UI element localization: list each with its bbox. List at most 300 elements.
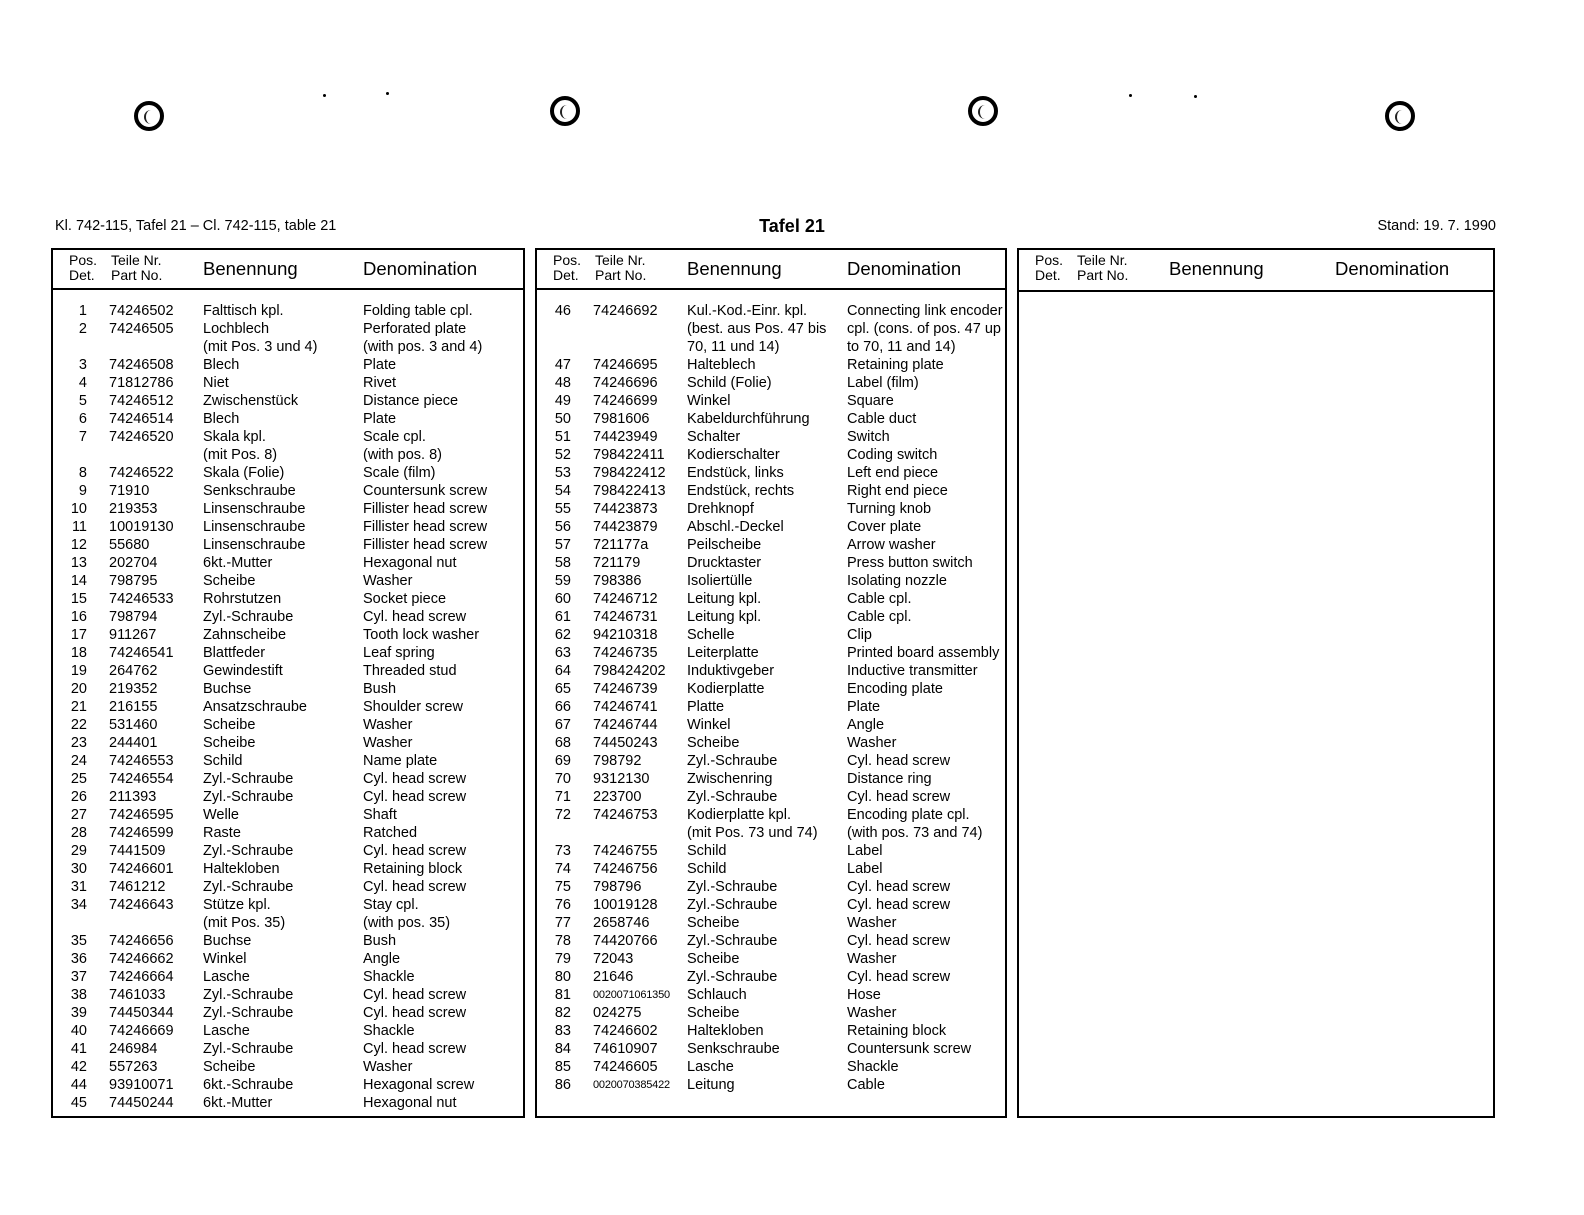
pos-cell: 46 xyxy=(554,303,571,319)
benennung-cell: Peilscheibe xyxy=(687,537,762,553)
pos-cell: 6 xyxy=(78,411,87,427)
part-no-cell: 74246756 xyxy=(593,861,658,877)
benennung-cell: (mit Pos. 8) xyxy=(203,447,278,463)
part-no-cell: 21646 xyxy=(593,969,634,985)
part-no-cell: 798796 xyxy=(593,879,642,895)
pos-cell: 48 xyxy=(554,375,571,391)
part-no-cell: 74423873 xyxy=(593,501,658,517)
table-row xyxy=(53,1004,523,1022)
table-row xyxy=(53,518,523,536)
denomination-cell: Cyl. head screw xyxy=(363,1005,467,1021)
pos-cell: 77 xyxy=(554,915,571,931)
benennung-cell: Rohrstutzen xyxy=(203,591,282,607)
benennung-cell: Ansatzschraube xyxy=(203,699,307,715)
table-row xyxy=(53,464,523,482)
denomination-cell: Cable xyxy=(847,1077,885,1093)
denomination-cell: Encoding plate xyxy=(847,681,943,697)
table-row xyxy=(537,1004,1005,1022)
pos-cell: 57 xyxy=(554,537,571,553)
table-row xyxy=(537,1022,1005,1040)
benennung-cell: Lasche xyxy=(203,969,250,985)
pos-cell: 3 xyxy=(78,357,87,373)
benennung-cell: Falttisch kpl. xyxy=(203,303,284,319)
denomination-header: Denomination xyxy=(847,258,962,279)
denomination-cell: Turning knob xyxy=(847,501,932,517)
benennung-cell: Zyl.-Schraube xyxy=(203,843,294,859)
denomination-cell: Left end piece xyxy=(847,465,939,481)
part-no-label: Part No. xyxy=(1077,267,1129,283)
denomination-cell: Countersunk screw xyxy=(847,1041,972,1057)
benennung-cell: Schild xyxy=(687,843,727,859)
part-no-cell: 74420766 xyxy=(593,933,658,949)
det-label: Det. xyxy=(553,267,579,283)
pos-cell: 39 xyxy=(70,1005,87,1021)
det-label: Det. xyxy=(1035,267,1061,283)
table-row xyxy=(537,356,1005,374)
part-no-cell: 264762 xyxy=(109,663,158,679)
pos-cell: 27 xyxy=(70,807,87,823)
benennung-cell: Blattfeder xyxy=(203,645,266,661)
denomination-cell: Label (film) xyxy=(847,375,919,391)
pos-cell: 11 xyxy=(71,519,87,535)
pos-cell: 7 xyxy=(78,429,87,445)
benennung-cell: 6kt.-Mutter xyxy=(203,1095,273,1111)
table-row xyxy=(537,320,1005,338)
pos-cell: 14 xyxy=(70,573,87,589)
benennung-cell: Zyl.-Schraube xyxy=(687,789,778,805)
pos-cell: 56 xyxy=(554,519,571,535)
pos-cell: 50 xyxy=(554,411,571,427)
benennung-cell: Skala kpl. xyxy=(203,429,266,445)
benennung-cell: Linsenschraube xyxy=(203,501,306,517)
benennung-cell: Isoliertülle xyxy=(687,573,753,589)
denomination-cell: Cyl. head screw xyxy=(847,897,951,913)
table-row xyxy=(53,392,523,410)
pos-cell: 44 xyxy=(70,1077,87,1093)
denomination-cell: Washer xyxy=(847,735,897,751)
pos-cell: 69 xyxy=(554,753,571,769)
benennung-cell: Halteblech xyxy=(687,357,756,373)
table-row xyxy=(53,914,523,932)
pos-cell: 85 xyxy=(554,1059,571,1075)
part-no-cell: 74246602 xyxy=(593,1023,658,1039)
table-row xyxy=(537,536,1005,554)
table-row xyxy=(537,428,1005,446)
part-no-cell: 74246696 xyxy=(593,375,658,391)
part-no-cell: 74246739 xyxy=(593,681,658,697)
table-row xyxy=(53,410,523,428)
page-subtitle: Kl. 742-115, Tafel 21 – Cl. 742-115, table 21 xyxy=(55,218,337,234)
pos-cell: 8 xyxy=(78,465,87,481)
table-row xyxy=(53,788,523,806)
denomination-cell: (with pos. 35) xyxy=(363,915,451,931)
table-row xyxy=(537,1076,1005,1094)
part-no-cell: 798422412 xyxy=(593,465,666,481)
benennung-cell: Blech xyxy=(203,411,240,427)
table-row xyxy=(53,824,523,842)
table-row xyxy=(537,950,1005,968)
table-row xyxy=(537,860,1005,878)
denomination-cell: Inductive transmitter xyxy=(847,663,978,679)
teile-nr-label: Teile Nr. xyxy=(111,252,162,268)
benennung-cell: Gewindestift xyxy=(203,663,283,679)
part-no-cell: 557263 xyxy=(109,1059,158,1075)
denomination-cell: Shackle xyxy=(363,969,415,985)
table-row xyxy=(53,446,523,464)
table-row xyxy=(537,446,1005,464)
pos-cell: 22 xyxy=(70,717,87,733)
pos-cell: 74 xyxy=(554,861,571,877)
denomination-cell: Socket piece xyxy=(363,591,447,607)
denomination-cell: Plate xyxy=(847,699,881,715)
table-row xyxy=(537,572,1005,590)
denomination-cell: Hexagonal screw xyxy=(363,1077,475,1093)
pos-cell: 81 xyxy=(554,987,571,1003)
benennung-cell: Scheibe xyxy=(203,573,256,589)
pos-cell: 45 xyxy=(70,1095,87,1111)
table-row xyxy=(537,968,1005,986)
pos-cell: 66 xyxy=(554,699,571,715)
part-no-cell: 74450244 xyxy=(109,1095,174,1111)
pos-cell: 35 xyxy=(70,933,87,949)
table-row xyxy=(537,662,1005,680)
denomination-cell: Label xyxy=(847,843,883,859)
table-row xyxy=(53,734,523,752)
table-row xyxy=(537,986,1005,1004)
benennung-cell: Zwischenring xyxy=(687,771,773,787)
benennung-cell: Zahnscheibe xyxy=(203,627,287,643)
table-row xyxy=(53,572,523,590)
part-no-header xyxy=(111,253,162,283)
pos-cell: 31 xyxy=(70,879,87,895)
parts-table-1 xyxy=(51,248,525,1118)
pos-cell: 29 xyxy=(70,843,87,859)
table-header xyxy=(537,250,1005,290)
table-row xyxy=(53,896,523,914)
denomination-cell: Cyl. head screw xyxy=(363,879,467,895)
pos-cell: 20 xyxy=(70,681,87,697)
table-row xyxy=(537,644,1005,662)
benennung-cell: Haltekloben xyxy=(203,861,280,877)
pos-cell: 59 xyxy=(554,573,571,589)
part-no-cell: 531460 xyxy=(109,717,158,733)
part-no-cell: 74246605 xyxy=(593,1059,658,1075)
benennung-cell: Zyl.-Schraube xyxy=(203,1005,294,1021)
benennung-cell: Platte xyxy=(687,699,725,715)
part-no-cell: 0020071061350 xyxy=(593,989,670,1001)
benennung-cell: Schild (Folie) xyxy=(687,375,772,391)
denomination-cell: Square xyxy=(847,393,894,409)
denomination-cell: Cyl. head screw xyxy=(847,753,951,769)
part-no-cell: 798422411 xyxy=(593,447,665,463)
pos-cell: 42 xyxy=(70,1059,87,1075)
pos-cell: 41 xyxy=(70,1041,87,1057)
table-row xyxy=(537,608,1005,626)
part-no-cell: 244401 xyxy=(109,735,158,751)
benennung-cell: Schelle xyxy=(687,627,735,643)
table-header xyxy=(53,250,523,290)
pos-cell: 47 xyxy=(554,357,571,373)
table-row xyxy=(537,590,1005,608)
table-row xyxy=(53,482,523,500)
table-row xyxy=(537,914,1005,932)
pos-cell: 18 xyxy=(70,645,87,661)
benennung-cell: Schild xyxy=(203,753,243,769)
part-no-cell: 74246712 xyxy=(593,591,658,607)
denomination-cell: Hose xyxy=(847,987,881,1003)
benennung-cell: Senkschraube xyxy=(203,483,296,499)
pos-cell: 78 xyxy=(554,933,571,949)
denomination-cell: Scale (film) xyxy=(363,465,436,481)
denomination-cell: cpl. (cons. of pos. 47 up xyxy=(847,321,1001,337)
table-row xyxy=(537,842,1005,860)
pos-cell: 40 xyxy=(70,1023,87,1039)
pos-cell: 84 xyxy=(554,1041,571,1057)
part-no-cell: 74246669 xyxy=(109,1023,174,1039)
denomination-cell: Shoulder screw xyxy=(363,699,463,715)
denomination-cell: Shackle xyxy=(847,1059,899,1075)
revision-date: Stand: 19. 7. 1990 xyxy=(1377,218,1496,234)
benennung-cell: Zyl.-Schraube xyxy=(687,969,778,985)
part-no-cell: 911267 xyxy=(109,627,157,643)
pos-cell: 25 xyxy=(70,771,87,787)
benennung-cell: Zyl.-Schraube xyxy=(687,879,778,895)
part-no-cell: 798792 xyxy=(593,753,642,769)
part-no-cell: 7461212 xyxy=(109,879,166,895)
part-no-cell: 72043 xyxy=(593,951,634,967)
denomination-cell: Cable cpl. xyxy=(847,591,912,607)
denomination-cell: Printed board assembly xyxy=(847,645,1000,661)
denomination-cell: Clip xyxy=(847,627,872,643)
benennung-cell: Kodierplatte xyxy=(687,681,765,697)
pos-cell: 61 xyxy=(554,609,571,625)
benennung-cell: (best. aus Pos. 47 bis xyxy=(687,321,827,337)
denomination-cell: Fillister head screw xyxy=(363,537,488,553)
benennung-cell: Zyl.-Schraube xyxy=(687,933,778,949)
benennung-cell: Zyl.-Schraube xyxy=(203,789,294,805)
teile-nr-label: Teile Nr. xyxy=(595,252,646,268)
part-no-cell: 721179 xyxy=(593,555,641,571)
denomination-cell: Washer xyxy=(847,951,897,967)
part-no-cell: 74246595 xyxy=(109,807,174,823)
denomination-cell: Folding table cpl. xyxy=(363,303,473,319)
table-row xyxy=(537,392,1005,410)
part-no-cell: 74246695 xyxy=(593,357,658,373)
part-no-cell: 798794 xyxy=(109,609,158,625)
part-no-cell: 74246514 xyxy=(109,411,174,427)
part-no-cell: 10019128 xyxy=(593,897,658,913)
part-no-cell: 74246744 xyxy=(593,717,658,733)
table-row xyxy=(537,626,1005,644)
speck xyxy=(323,94,326,97)
denomination-cell: Washer xyxy=(363,1059,413,1075)
benennung-cell: 6kt.-Mutter xyxy=(203,555,273,571)
table-row xyxy=(537,680,1005,698)
denomination-cell: Tooth lock washer xyxy=(363,627,480,643)
parts-table-2 xyxy=(535,248,1007,1118)
table-header xyxy=(1019,250,1493,292)
pos-cell: 21 xyxy=(70,699,87,715)
table-row xyxy=(53,1076,523,1094)
benennung-cell: Skala (Folie) xyxy=(203,465,285,481)
pos-cell: 67 xyxy=(554,717,571,733)
denomination-cell: Cover plate xyxy=(847,519,922,535)
denomination-cell: Rivet xyxy=(363,375,397,391)
denomination-cell: Connecting link encoder xyxy=(847,303,1003,319)
part-no-cell: 74246643 xyxy=(109,897,174,913)
parts-table-3 xyxy=(1017,248,1495,1118)
pos-cell: 51 xyxy=(554,429,571,445)
benennung-cell: Zyl.-Schraube xyxy=(203,1041,294,1057)
part-no-cell: 93910071 xyxy=(109,1077,174,1093)
part-no-cell: 798422413 xyxy=(593,483,666,499)
pos-cell: 54 xyxy=(554,483,571,499)
part-no-cell: 74246664 xyxy=(109,969,174,985)
benennung-cell: Buchse xyxy=(203,933,252,949)
part-no-cell: 7461033 xyxy=(109,987,166,1003)
table-body xyxy=(53,302,523,1112)
pos-label: Pos. xyxy=(1035,252,1064,268)
table-row xyxy=(53,680,523,698)
pos-cell: 30 xyxy=(70,861,87,877)
speck xyxy=(1129,94,1132,97)
table-row xyxy=(53,1040,523,1058)
table-row xyxy=(537,734,1005,752)
table-row xyxy=(53,950,523,968)
pos-cell: 38 xyxy=(70,987,87,1003)
denomination-header: Denomination xyxy=(1335,258,1450,279)
part-no-cell: 71812786 xyxy=(109,375,174,391)
pos-cell: 73 xyxy=(554,843,571,859)
benennung-cell: Leiterplatte xyxy=(687,645,759,661)
part-no-cell: 74246505 xyxy=(109,321,174,337)
denomination-cell: Retaining block xyxy=(363,861,463,877)
denomination-cell: Ratched xyxy=(363,825,418,841)
denomination-cell: (with pos. 3 and 4) xyxy=(363,339,483,355)
punch-hole-4 xyxy=(1385,101,1415,131)
part-no-cell: 211393 xyxy=(109,789,157,805)
punch-hole-2 xyxy=(550,96,580,126)
benennung-cell: Zyl.-Schraube xyxy=(203,609,294,625)
benennung-cell: Endstück, rechts xyxy=(687,483,795,499)
pos-cell: 4 xyxy=(78,375,87,391)
pos-det-header xyxy=(69,253,97,283)
benennung-cell: (mit Pos. 73 und 74) xyxy=(687,825,818,841)
denomination-cell: Press button switch xyxy=(847,555,973,571)
part-no-cell: 74610907 xyxy=(593,1041,658,1057)
pos-cell: 28 xyxy=(70,825,87,841)
denomination-cell: Cyl. head screw xyxy=(363,789,467,805)
table-row xyxy=(53,554,523,572)
denomination-cell: Hexagonal nut xyxy=(363,1095,457,1111)
pos-cell: 79 xyxy=(554,951,571,967)
part-no-header xyxy=(1077,253,1128,283)
pos-cell: 80 xyxy=(554,969,571,985)
benennung-header: Benennung xyxy=(203,258,298,279)
pos-cell: 37 xyxy=(70,969,87,985)
table-row xyxy=(537,338,1005,356)
pos-cell: 65 xyxy=(554,681,571,697)
table-row xyxy=(537,302,1005,320)
table-row xyxy=(53,302,523,320)
pos-cell: 58 xyxy=(554,555,571,571)
part-no-cell: 94210318 xyxy=(593,627,658,643)
benennung-cell: Scheibe xyxy=(687,951,740,967)
part-no-cell: 74246699 xyxy=(593,393,658,409)
denomination-cell: Fillister head screw xyxy=(363,501,488,517)
denomination-cell: Encoding plate cpl. xyxy=(847,807,970,823)
page-title: Tafel 21 xyxy=(759,216,825,236)
part-no-cell: 798424202 xyxy=(593,663,666,679)
part-no-header xyxy=(595,253,646,283)
part-no-cell: 74246601 xyxy=(109,861,174,877)
benennung-cell: Schild xyxy=(687,861,727,877)
table-row xyxy=(53,500,523,518)
pos-label: Pos. xyxy=(553,252,582,268)
benennung-cell: Lasche xyxy=(687,1059,734,1075)
part-no-label: Part No. xyxy=(111,267,163,283)
denomination-cell: to 70, 11 and 14) xyxy=(847,339,956,355)
pos-cell: 34 xyxy=(70,897,87,913)
table-row xyxy=(537,752,1005,770)
benennung-cell: Scheibe xyxy=(203,735,256,751)
table-row xyxy=(53,662,523,680)
benennung-cell: Scheibe xyxy=(203,1059,256,1075)
pos-cell: 12 xyxy=(70,537,87,553)
table-row xyxy=(53,752,523,770)
part-no-cell: 55680 xyxy=(109,537,150,553)
benennung-cell: Scheibe xyxy=(203,717,256,733)
part-no-cell: 223700 xyxy=(593,789,642,805)
table-row xyxy=(537,806,1005,824)
denomination-cell: Angle xyxy=(363,951,401,967)
pos-cell: 52 xyxy=(554,447,571,463)
part-no-cell: 74246533 xyxy=(109,591,174,607)
benennung-cell: Winkel xyxy=(687,393,731,409)
denomination-cell: Distance ring xyxy=(847,771,932,787)
part-no-cell: 74246656 xyxy=(109,933,174,949)
table-row xyxy=(53,860,523,878)
part-no-cell: 74246520 xyxy=(109,429,174,445)
table-row xyxy=(53,878,523,896)
benennung-cell: Abschl.-Deckel xyxy=(687,519,784,535)
part-no-cell: 74246599 xyxy=(109,825,174,841)
pos-cell: 64 xyxy=(554,663,571,679)
denomination-cell: Retaining block xyxy=(847,1023,947,1039)
benennung-cell: Kodierplatte kpl. xyxy=(687,807,791,823)
table-row xyxy=(537,896,1005,914)
denomination-cell: Right end piece xyxy=(847,483,948,499)
pos-cell: 17 xyxy=(70,627,87,643)
part-no-cell: 024275 xyxy=(593,1005,642,1021)
table-row xyxy=(537,932,1005,950)
benennung-cell: Winkel xyxy=(203,951,247,967)
pos-cell: 49 xyxy=(554,393,571,409)
part-no-cell: 74246755 xyxy=(593,843,658,859)
pos-cell: 15 xyxy=(70,591,87,607)
benennung-cell: Zyl.-Schraube xyxy=(203,771,294,787)
table-row xyxy=(53,968,523,986)
table-row xyxy=(53,806,523,824)
table-row xyxy=(537,410,1005,428)
benennung-cell: Haltekloben xyxy=(687,1023,764,1039)
part-no-cell: 74423879 xyxy=(593,519,658,535)
pos-cell: 16 xyxy=(70,609,87,625)
table-row xyxy=(537,788,1005,806)
denomination-cell: Cyl. head screw xyxy=(363,843,467,859)
denomination-cell: Washer xyxy=(847,1005,897,1021)
part-no-cell: 74246554 xyxy=(109,771,174,787)
